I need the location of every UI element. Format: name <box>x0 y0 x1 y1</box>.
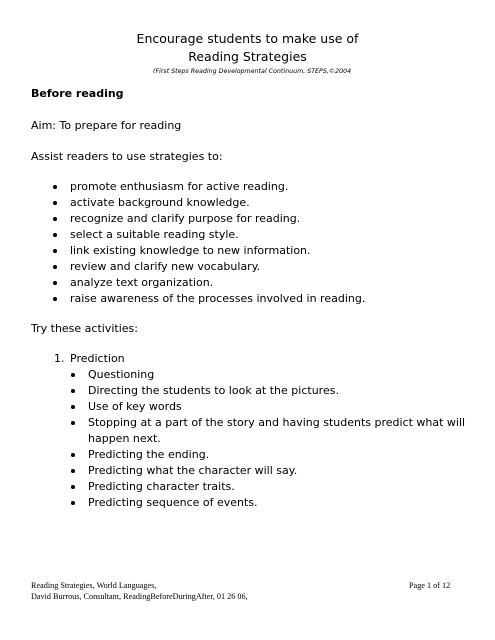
bullet-icon <box>53 217 57 221</box>
bullet-icon <box>53 185 57 189</box>
bullet-icon <box>53 233 57 237</box>
list-item: Use of key words <box>88 400 182 413</box>
bullet-icon <box>53 297 57 301</box>
bullet-icon <box>71 501 75 505</box>
title-line-1: Encourage students to make use of <box>136 31 359 46</box>
bullet-icon <box>71 421 75 425</box>
list-item: Questioning <box>88 368 154 381</box>
bullet-icon <box>71 389 75 393</box>
list-item: Stopping at a part of the story and having students predict what will <box>88 416 465 429</box>
bullet-icon <box>53 265 57 269</box>
subtitle-citation: (First Steps Reading Developmental Continuum, STEPS,©2004 <box>153 68 352 75</box>
list-item: review and clarify new vocabulary. <box>70 260 260 273</box>
aim-text: Aim: To prepare for reading <box>31 119 182 132</box>
activities-intro: Try these activities: <box>31 322 138 335</box>
bullet-icon <box>71 469 75 473</box>
bullet-icon <box>53 281 57 285</box>
list-item: Predicting sequence of events. <box>88 496 258 509</box>
bullet-icon <box>53 201 57 205</box>
activity-title: Prediction <box>70 352 125 365</box>
list-item: Predicting the ending. <box>88 448 209 461</box>
list-item: promote enthusiasm for active reading. <box>70 180 288 193</box>
list-item: recognize and clarify purpose for reading. <box>70 212 300 225</box>
list-item: Predicting what the character will say. <box>88 464 297 477</box>
title-line-2: Reading Strategies <box>188 49 307 64</box>
list-item-continuation: happen next. <box>88 432 161 445</box>
bullet-icon <box>71 485 75 489</box>
list-item: Directing the students to look at the pictures. <box>88 384 339 397</box>
list-item: Predicting character traits. <box>88 480 235 493</box>
page-number: Page 1 of 12 <box>409 581 451 590</box>
list-item: link existing knowledge to new information. <box>70 244 311 257</box>
list-item: raise awareness of the processes involved in reading. <box>70 292 365 305</box>
assist-intro: Assist readers to use strategies to: <box>31 150 223 163</box>
bullet-icon <box>71 405 75 409</box>
footer-left-line-1: Reading Strategies, World Languages, <box>31 581 157 590</box>
list-item: activate background knowledge. <box>70 196 250 209</box>
list-item: select a suitable reading style. <box>70 228 239 241</box>
activity-number: 1. <box>54 352 65 365</box>
bullet-icon <box>53 249 57 253</box>
bullet-icon <box>71 373 75 377</box>
bullet-icon <box>71 453 75 457</box>
list-item: analyze text organization. <box>70 276 213 289</box>
footer-left-line-2: David Burrous, Consultant, ReadingBeforeDuringAfter, 01 26 06, <box>31 592 248 601</box>
section-heading: Before reading <box>31 87 124 100</box>
